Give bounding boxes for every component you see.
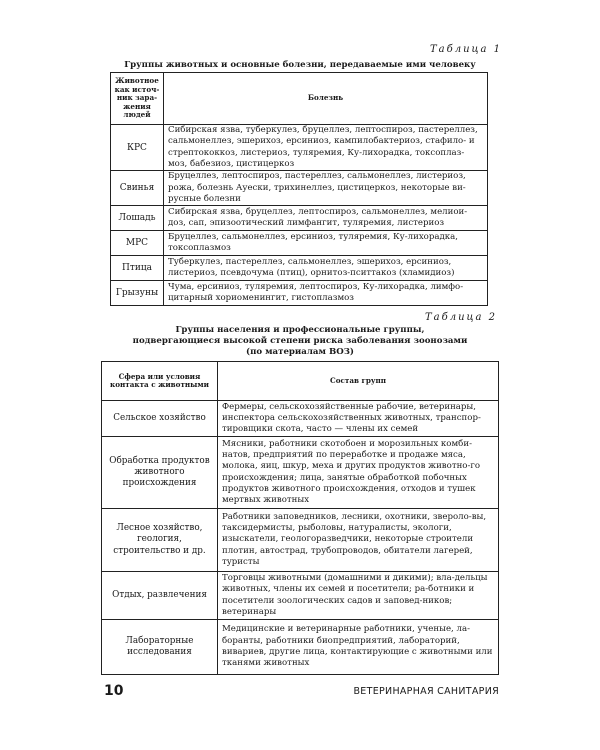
table-row <box>102 620 499 675</box>
table1-label: Таблица 1 <box>430 44 503 55</box>
table2-groups-cell: Фермеры, сельскохозяйственные рабочие, ветеринары, инспектора сельскохозяйственных животных, транспор-тировщики скота, часто — члены их семей <box>218 401 499 437</box>
table1-header-disease: Болезнь <box>164 73 488 125</box>
table1-header-row <box>111 73 488 125</box>
table-row <box>102 437 499 509</box>
table2-label: Таблица 2 <box>425 312 498 323</box>
table1-title: Группы животных и основные болезни, передаваемые ими человеку <box>124 60 476 70</box>
running-title: ВЕТЕРИНАРНАЯ САНИТАРИЯ <box>353 686 499 697</box>
table2 <box>101 361 499 675</box>
table2-sphere-cell: Лесное хозяйство, геология, строительство и др. <box>102 509 218 572</box>
table1-animal-cell: Лошадь <box>111 206 164 231</box>
table1-animal-cell: Свинья <box>111 171 164 206</box>
table2-groups-cell: Медицинские и ветеринарные работники, ученые, ла-боранты, работники биопредприятий, лабораторий, вивариев, другие лица, контактирующие с животными или тканями животных <box>218 620 499 675</box>
table-row <box>111 256 488 281</box>
table1-disease-cell: Сибирская язва, бруцеллез, лептоспироз, сальмонеллез, мелиои-доз, сап, эпизоотический лимфангит, туляремия, листериоз <box>164 206 488 231</box>
table2-sphere-cell: Лабораторные исследования <box>102 620 218 675</box>
table-row <box>111 171 488 206</box>
table2-sphere-cell: Отдых, развлечения <box>102 572 218 620</box>
table-row <box>102 572 499 620</box>
table2-groups-cell: Торговцы животными (домашними и дикими); вла-дельцы животных, члены их семей и посетители; ра-ботники и посетители зоологических садов и заповед-ников; ветеринары <box>218 572 499 620</box>
table2-header-groups: Состав групп <box>218 362 499 401</box>
table1-animal-cell: МРС <box>111 231 164 256</box>
table1-disease-cell: Сибирская язва, туберкулез, бруцеллез, лептоспироз, пастереллез, сальмонеллез, эшерихоз, ерсиниоз, кампилобактериоз, стафило- и стрептококкоз, листериоз, туляремия, Ку-лихорадка, токсоплаз-моз, бабезиоз, цистицеркоз <box>164 125 488 171</box>
table2-sphere-cell: Обработка продуктов животного происхождения <box>102 437 218 509</box>
table-row <box>111 206 488 231</box>
table-row <box>102 401 499 437</box>
table1-header-animal: Животное как источ-ник зара-жения людей <box>111 73 164 125</box>
table1-animal-cell: КРС <box>111 125 164 171</box>
table2-title-line3: (по материалам ВОЗ) <box>246 347 354 357</box>
table2-title-line1: Группы населения и профессиональные группы, <box>175 325 425 335</box>
page-number: 10 <box>104 683 124 699</box>
table1-animal-cell: Грызуны <box>111 281 164 306</box>
table1-disease-cell: Бруцеллез, лептоспироз, пастереллез, сальмонеллез, листериоз, рожа, болезнь Ауески, трихинеллез, цистицеркоз, некоторые ви-русные болезни <box>164 171 488 206</box>
table-row <box>111 125 488 171</box>
table2-groups-cell: Работники заповедников, лесники, охотники, звероло-вы, таксидермисты, рыболовы, натуралисты, экологи, изыскатели, геологоразведчики, некоторые строители плотин, автострад, трубопроводов, обитатели лагерей, туристы <box>218 509 499 572</box>
table-row <box>111 281 488 306</box>
table1-disease-cell: Чума, ерсиниоз, туляремия, лептоспироз, Ку-лихорадка, лимфо-цитарный хориоменингит, гистоплазмоз <box>164 281 488 306</box>
table2-header-sphere: Сфера или условия контакта с животными <box>102 362 218 401</box>
table-row <box>102 509 499 572</box>
table2-groups-cell: Мясники, работники скотобоен и морозильных комби-натов, предприятий по переработке и продаже мяса, молока, яиц, шкур, меха и других продуктов животно-го происхождения; лица, занятые обработкой побочных продуктов животного происхождения, отходов и тушек мертвых животных <box>218 437 499 509</box>
table2-title-line2: подвергающиеся высокой степени риска заболевания зоонозами <box>132 336 468 346</box>
table1-animal-cell: Птица <box>111 256 164 281</box>
table1-disease-cell: Туберкулез, пастереллез, сальмонеллез, эшерихоз, ерсиниоз, листериоз, псевдочума (птиц), орнитоз-пситтакоз (хламидиоз) <box>164 256 488 281</box>
table2-header-row <box>102 362 499 401</box>
table-row <box>111 231 488 256</box>
table2-title <box>100 325 500 358</box>
table2-sphere-cell: Сельское хозяйство <box>102 401 218 437</box>
table1 <box>110 72 488 306</box>
table1-disease-cell: Бруцеллез, сальмонеллез, ерсиниоз, туляремия, Ку-лихорадка, токсоплазмоз <box>164 231 488 256</box>
